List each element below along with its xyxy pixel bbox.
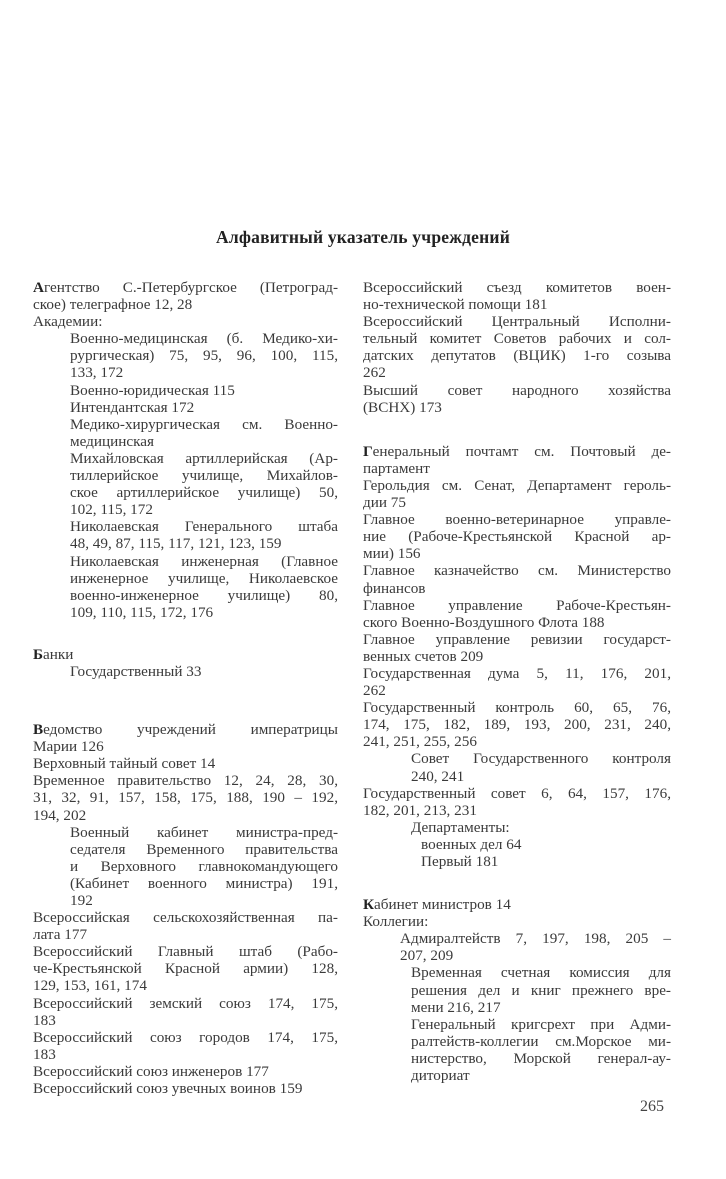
index-entry-line: Генеральный кригсрехт при Адми- [411, 1015, 671, 1033]
index-entry-line: Государственный 33 [70, 662, 202, 680]
index-entry-line: финансов [363, 579, 426, 597]
index-entry-line: Интендантская 172 [70, 398, 195, 416]
index-entry-line: Николаевская Генерального штаба [70, 518, 338, 536]
index-entry-line: мии) 156 [363, 545, 421, 563]
index-subentry [33, 330, 338, 381]
index-entry-line: седателя Временного правительства [70, 840, 338, 858]
index-entry-line: 240, 241 [411, 767, 465, 785]
index-entry-line: Военно-медицинская (б. Медико-хи- [70, 330, 338, 348]
index-entry-line: но-технической помощи 181 [363, 296, 548, 314]
index-entry-line: 109, 110, 115, 172, 176 [70, 603, 214, 621]
index-entry-line: датских депутатов (ВЦИК) 1-го созыва [363, 347, 671, 365]
index-subentry [363, 836, 671, 853]
index-entry-line: Герольдия см. Сенат, Департамент героль- [363, 476, 671, 494]
index-entry [33, 721, 338, 755]
index-entry-line: Всероссийский союз городов 174, 175, [33, 1028, 338, 1046]
index-entry-line: Марии 126 [33, 738, 104, 756]
index-subentry [363, 1016, 671, 1084]
index-entry-line: дии 75 [363, 494, 406, 512]
index-entry-line: Военный кабинет министра-пред- [70, 823, 338, 841]
index-entry [33, 772, 338, 823]
index-entry-line: Всероссийский съезд комитетов воен- [363, 279, 671, 296]
index-entry-line: Государственный контроль 60, 65, 76, [363, 699, 671, 717]
index-entry-line: Ведомство учреждений императрицы [33, 721, 338, 739]
index-entry [33, 995, 338, 1029]
index-entry [363, 699, 671, 750]
index-subentry [33, 663, 338, 680]
index-entry-line: ское) телеграфное 12, 28 [33, 296, 193, 314]
index-entry-line: 31, 32, 91, 157, 158, 175, 188, 190 – 192, [33, 789, 338, 807]
index-entry-line: Совет Государственного контроля [411, 750, 671, 768]
index-entry-line: 241, 251, 255, 256 [363, 733, 477, 751]
index-entry [363, 597, 671, 631]
index-entry-line: Главное казначейство см. Министерство [363, 562, 671, 580]
index-entry-line: тиллерийское училище, Михайлов- [70, 467, 338, 485]
index-entry-line: Высший совет народного хозяйства [363, 381, 671, 399]
index-entry-line: Адмиралтейств 7, 197, 198, 205 – [400, 930, 671, 948]
index-subentry [33, 382, 338, 399]
index-entry-line: Главное военно-ветеринарное управле- [363, 511, 671, 529]
index-column-right [363, 279, 671, 1084]
index-entry-line: ралтейств-коллегии см.Морское ми- [411, 1032, 671, 1050]
index-letter-group [33, 721, 338, 1097]
index-entry-line: (ВСНХ) 173 [363, 398, 442, 416]
index-entry-line: Государственный совет 6, 64, 157, 176, [363, 784, 671, 802]
index-entry-line: Николаевская инженерная (Главное [70, 552, 338, 570]
index-entry-line: рургическая) 75, 95, 96, 100, 115, [70, 347, 338, 365]
index-letter-group [33, 646, 338, 680]
index-entry-line: 192 [70, 892, 93, 909]
index-entry-line: Государственная дума 5, 11, 176, 201, [363, 664, 671, 682]
index-subentry [363, 853, 671, 870]
index-entry [363, 477, 671, 511]
index-entry-line: Всероссийский земский союз 174, 175, [33, 994, 338, 1012]
index-entry [33, 1080, 338, 1097]
index-entry-line: 129, 153, 161, 174 [33, 977, 147, 995]
index-subentry [33, 416, 338, 450]
index-entry-line: Верховный тайный совет 14 [33, 755, 216, 773]
index-entry [363, 443, 671, 477]
index-entry-line: Академии: [33, 313, 103, 331]
index-entry-line: Коллегии: [363, 913, 429, 931]
index-entry-line: Первый 181 [421, 853, 499, 870]
index-entry-line: Временное правительство 12, 24, 28, 30, [33, 772, 338, 790]
index-entry [33, 313, 338, 330]
index-subentry [363, 819, 671, 836]
index-entry-line: инженерное училище, Николаевское [70, 569, 338, 587]
index-entry-line: нистерство, Морской генерал-ау- [411, 1049, 671, 1067]
index-entry-line: 207, 209 [400, 947, 454, 965]
index-entry [363, 631, 671, 665]
index-entry-line: (Кабинет военного министра) 191, [70, 874, 338, 892]
index-entry-line: военных дел 64 [421, 835, 522, 853]
index-subentry [33, 518, 338, 552]
index-entry-line: Всероссийский союз инженеров 177 [33, 1062, 269, 1080]
index-entry-line: Всероссийский Центральный Исполни- [363, 313, 671, 331]
page-title: Алфавитный указатель учреждений [216, 227, 510, 247]
index-entry-line: тельный комитет Советов рабочих и сол- [363, 330, 671, 348]
index-letter-group [363, 443, 671, 870]
index-subentry [363, 964, 671, 1015]
index-entry [363, 511, 671, 562]
index-subentry [363, 930, 671, 964]
index-entry-line: лата 177 [33, 926, 88, 944]
index-entry-line: Военно-юридическая 115 [70, 381, 235, 399]
index-entry-line: Всероссийский союз увечных воинов 159 [33, 1080, 303, 1098]
index-entry [33, 755, 338, 772]
index-subentry [33, 399, 338, 416]
index-subentry [363, 750, 671, 784]
index-entry-line: 133, 172 [70, 364, 124, 382]
index-entry-line: медицинская [70, 432, 155, 450]
index-entry [33, 909, 338, 943]
index-entry [363, 896, 671, 913]
index-entry-line: Генеральный почтамт см. Почтовый де- [363, 442, 671, 460]
index-entry-line: ское артиллерийское училище) 50, [70, 484, 338, 502]
index-entry-line: Временная счетная комиссия для [411, 964, 671, 982]
index-entry-line: диториат [411, 1067, 470, 1085]
index-entry-line: Всероссийская сельскохозяйственная па- [33, 909, 338, 927]
index-entry-line: 262 [363, 364, 386, 382]
index-entry-line: Кабинет министров 14 [363, 896, 511, 914]
index-entry-line: че-Крестьянской Красной армии) 128, [33, 960, 338, 978]
index-entry [33, 943, 338, 994]
index-subentry [33, 553, 338, 621]
index-entry-line: 182, 201, 213, 231 [363, 801, 477, 819]
index-entry [33, 646, 338, 663]
index-letter-group [363, 279, 671, 416]
index-entry-line: партамент [363, 459, 430, 477]
index-subentry [33, 824, 338, 909]
index-entry [33, 1063, 338, 1080]
index-entry-line: венных счетов 209 [363, 647, 484, 665]
index-entry [363, 785, 671, 819]
index-entry-line: 183 [33, 1011, 56, 1029]
index-entry [363, 313, 671, 381]
index-entry-line: Банки [33, 645, 74, 663]
index-entry-line: Медико-хирургическая см. Военно- [70, 415, 338, 433]
index-entry [363, 913, 671, 930]
index-entry-line: Всероссийский Главный штаб (Рабо- [33, 943, 338, 961]
index-entry-line: 48, 49, 87, 115, 117, 121, 123, 159 [70, 535, 282, 553]
index-entry [363, 279, 671, 313]
index-letter-group [363, 896, 671, 1084]
index-entry-line: Департаменты: [411, 818, 510, 836]
index-entry-line: военно-инженерное училище) 80, [70, 586, 338, 604]
index-entry [363, 382, 671, 416]
index-subentry [33, 450, 338, 518]
index-entry-line: ние (Рабоче-Крестьянской Красной ар- [363, 528, 671, 546]
index-entry-line: ского Военно-Воздушного Флота 188 [363, 613, 605, 631]
index-letter-group [33, 279, 338, 621]
index-entry-line: Агентство С.-Петербургское (Петроград- [33, 279, 338, 296]
index-entry-line: мени 216, 217 [411, 998, 501, 1016]
page-number: 265 [640, 1098, 664, 1115]
index-entry-line: решения дел и книг прежнего вре- [411, 981, 671, 999]
index-entry-line: Главное управление ревизии государст- [363, 630, 671, 648]
index-entry-line: Михайловская артиллерийская (Ар- [70, 449, 338, 467]
index-column-left [33, 279, 338, 1097]
index-entry-line: 183 [33, 1045, 56, 1063]
index-entry-line: 174, 175, 182, 189, 193, 200, 231, 240, [363, 716, 671, 734]
index-entry [33, 279, 338, 313]
index-entry-line: и Верховного главнокомандующего [70, 857, 338, 875]
index-entry-line: 102, 115, 172 [70, 501, 153, 519]
index-entry-line: 194, 202 [33, 806, 87, 824]
index-entry-line: 262 [363, 682, 386, 700]
index-entry [363, 665, 671, 699]
index-entry [363, 562, 671, 596]
index-entry-line: Главное управление Рабоче-Крестьян- [363, 596, 671, 614]
index-entry [33, 1029, 338, 1063]
